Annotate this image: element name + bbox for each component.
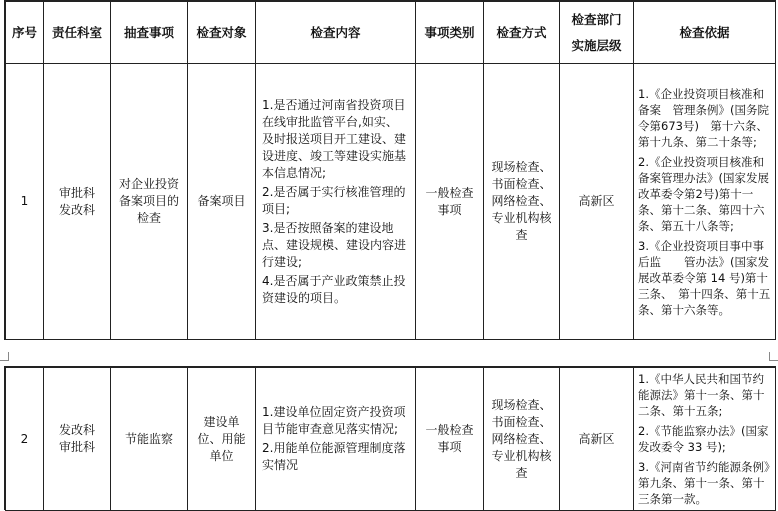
- table-row: [6, 368, 776, 511]
- header-content: 检查内容: [256, 2, 416, 64]
- cell-content-line: 2.用能单位能源管理制度落实情况: [262, 441, 406, 472]
- inspection-table-bottom: [5, 367, 776, 511]
- cell-basis-line: 1.《中华人民共和国节约能源法》第十一条、第十二条、第十五条;: [638, 372, 765, 418]
- page-break: [0, 340, 778, 366]
- header-method: 检查方式: [484, 2, 560, 64]
- cell-dept: 发改科 审批科: [44, 368, 111, 511]
- table-page-2: [4, 366, 776, 510]
- cell-basis-line: 1.《企业投资项目核准和备案 管理条例》(国务院令第673号) 第十六条、第十九条、第二十条等;: [638, 86, 769, 149]
- inspection-table-top: [5, 1, 776, 340]
- cell-method: 现场检查、书面检查、网络检查、专业机构核查: [484, 64, 560, 340]
- cell-seq: 1: [6, 64, 44, 340]
- cell-seq: 2: [6, 368, 44, 511]
- header-seq: 序号: [6, 2, 44, 64]
- cell-method: 现场检查、书面检查、网络检查、专业机构核查: [484, 368, 560, 511]
- cell-dept: 审批科 发改科: [44, 64, 111, 340]
- cell-object: 建设单位、用能单位: [188, 368, 256, 511]
- cell-level: 高新区: [560, 64, 634, 340]
- cell-category: 一般检查事项: [416, 64, 484, 340]
- cell-basis-line: 2.《企业投资项目核准和备案管理办法》(国家发展改革委令第2号)第十一条、第十二条、第四十六条、第五十八条等;: [638, 154, 769, 233]
- cell-content-line: 1.是否通过河南省投资项目在线审批监管平台,如实、及时报送项目开工建设、建设进度、竣工等建设实施基本信息情况;: [262, 97, 407, 180]
- cell-basis: [634, 64, 776, 340]
- cell-object: 备案项目: [188, 64, 256, 340]
- cell-level: 高新区: [560, 368, 634, 511]
- cell-category: 一般检查事项: [416, 368, 484, 511]
- cell-item: 对企业投资备案项目的检查: [111, 64, 188, 340]
- cell-basis-line: 3.《企业投资项目事中事后监 管办法》(国家发展改革委令第 14 号)第十三条、 第十四条、第十五条、第十六条等。: [638, 238, 771, 317]
- cell-content-line: 3.是否按照备案的建设地点、建设规模、建设内容进行建设;: [262, 220, 407, 269]
- header-object: 检查对象: [188, 2, 256, 64]
- header-category: 事项类别: [416, 2, 484, 64]
- page-corner-mark: [0, 352, 9, 361]
- header-row: [6, 2, 776, 64]
- cell-content-line: 4.是否属于产业政策禁止投资建设的项目。: [262, 273, 406, 305]
- table-page-1: [4, 0, 776, 341]
- table-row: [6, 64, 776, 340]
- cell-content: [256, 64, 416, 340]
- cell-item: 节能监察: [111, 368, 188, 511]
- header-basis: 检查依据: [634, 2, 776, 64]
- header-dept: 责任科室: [44, 2, 111, 64]
- header-item: 抽查事项: [111, 2, 188, 64]
- header-level: 检查部门 实施层级: [560, 2, 634, 64]
- cell-content-line: 2.是否属于实行核准管理的项目;: [262, 184, 406, 216]
- cell-content-line: 1.建设单位固定资产投资项目节能审查意见落实情况;: [262, 405, 406, 436]
- cell-basis: [634, 368, 776, 511]
- page-corner-mark: [769, 352, 778, 361]
- cell-basis-line: 2.《节能监察办法》(国家发改委令 33 号);: [638, 424, 769, 454]
- cell-content: [256, 368, 416, 511]
- cell-basis-line: 3.《河南省节约能源条例》第九条、第十一条、第十三条第一款。: [638, 460, 770, 506]
